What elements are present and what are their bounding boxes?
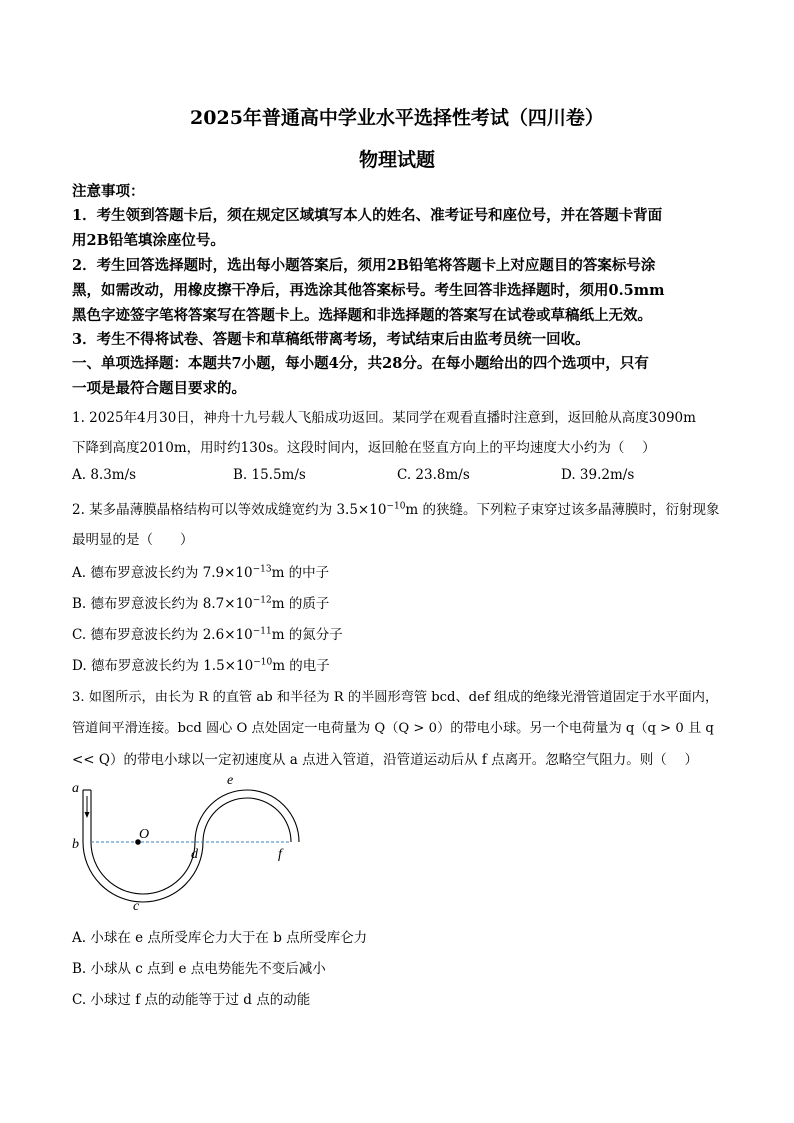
label-o: O bbox=[139, 827, 150, 842]
notes-heading: 注意事项： bbox=[72, 183, 145, 200]
section-1-heading-line-1: 一、单项选择题：本题共7小题，每小题4分，共28分。在每小题给出的四个选项中，只有 bbox=[72, 355, 649, 372]
label-a: a bbox=[72, 781, 79, 796]
option-d-tail: m 的电子 bbox=[272, 658, 330, 674]
pipe-diagram bbox=[60, 770, 320, 920]
label-c: c bbox=[133, 899, 140, 914]
question-3-option-c: C. 小球过 f 点的动能等于过 d 点的动能 bbox=[72, 992, 311, 1008]
label-f: f bbox=[278, 847, 282, 862]
option-a-label: A. 德布罗意波长约为 7.9×10 bbox=[72, 565, 253, 581]
note-3: 3．考生不得将试卷、答题卡和草稿纸带离考场，考试结束后由监考员统一回收。 bbox=[72, 331, 590, 348]
pipe-def-inner-wall bbox=[203, 798, 291, 842]
label-d: d bbox=[191, 847, 198, 862]
note-2-line-1: 2．考生回答选择题时，选出每小题答案后，须用2B铅笔将答题卡上对应题目的答案标号涂 bbox=[72, 257, 656, 274]
label-e: e bbox=[227, 773, 234, 788]
option-b-tail: m 的质子 bbox=[271, 596, 330, 612]
note-1-line-2: 用2B铅笔填涂座位号。 bbox=[72, 232, 225, 249]
question-2-option-a bbox=[72, 561, 329, 581]
question-2-exponent: −10 bbox=[386, 501, 406, 512]
question-2-option-c bbox=[72, 623, 343, 643]
option-d-exponent: −10 bbox=[253, 657, 273, 668]
question-1-option-a: A. 8.3m/s bbox=[72, 467, 137, 483]
question-2-line-2: 最明显的是（ ） bbox=[72, 532, 194, 548]
question-2-line-1 bbox=[72, 498, 720, 518]
question-1-option-c: C. 23.8m/s bbox=[397, 467, 470, 483]
option-b-label: B. 德布罗意波长约为 8.7×10 bbox=[72, 596, 253, 612]
question-3-option-a: A. 小球在 e 点所受库仑力大于在 b 点所受库仑力 bbox=[72, 930, 368, 946]
note-1-line-1: 1．考生领到答题卡后，须在规定区域填写本人的姓名、准考证号和座位号，并在答题卡背面 bbox=[72, 207, 663, 224]
question-2-option-d bbox=[72, 654, 330, 674]
page-title: 2025年普通高中学业水平选择性考试（四川卷） bbox=[190, 107, 604, 129]
question-2-option-b bbox=[72, 592, 329, 612]
question-3-line-2: 管道间平滑连接。bcd 圆心 O 点处固定一电荷量为 Q（Q > 0）的带电小球。另一个电荷量为 q（q > 0 且 q bbox=[72, 721, 714, 736]
question-1-line-2: 下降到高度2010m，用时约130s。这段时间内，返回舱在竖直方向上的平均速度大小约为（ ） bbox=[72, 440, 656, 456]
option-a-exponent: −13 bbox=[252, 564, 272, 575]
option-b-exponent: −12 bbox=[252, 595, 272, 606]
question-3-line-3: << Q）的带电小球以一定初速度从 a 点进入管道，沿管道运动后从 f 点离开。忽略空气阻力。则（ ） bbox=[72, 752, 698, 768]
option-c-tail: m 的氮分子 bbox=[271, 627, 343, 643]
page-subtitle: 物理试题 bbox=[358, 149, 435, 171]
note-2-line-2: 黑，如需改动，用橡皮擦干净后，再选涂其他答案标号。考生回答非选择题时，须用0.5mm bbox=[72, 282, 665, 299]
velocity-arrow-head bbox=[85, 812, 90, 818]
note-2-line-3: 黑色字迹签字笔将答案写在答题卡上。选择题和非选择题的答案写在试卷或草稿纸上无效。 bbox=[72, 307, 652, 324]
question-1-option-d: D. 39.2m/s bbox=[561, 467, 635, 483]
question-3-line-1: 3. 如图所示，由长为 R 的直管 ab 和半径为 R 的半圆形弯管 bcd、def 组成的绝缘光滑管道固定于水平面内， bbox=[72, 690, 719, 705]
option-c-label: C. 德布罗意波长约为 2.6×10 bbox=[72, 627, 253, 643]
question-1-line-1: 1. 2025年4月30日，神舟十九号载人飞船成功返回。某同学在观看直播时注意到，返回舱从高度3090m bbox=[72, 410, 696, 426]
label-b: b bbox=[72, 837, 79, 852]
question-2-text-start: 2. 某多晶薄膜晶格结构可以等效成缝宽约为 3.5×10 bbox=[72, 502, 387, 518]
question-1-option-b: B. 15.5m/s bbox=[233, 467, 306, 483]
pipe-bcd-inner-wall bbox=[91, 842, 195, 894]
question-3-option-b: B. 小球从 c 点到 e 点电势能先不变后减小 bbox=[72, 961, 326, 977]
section-1-heading-line-2: 一项是最符合题目要求的。 bbox=[72, 380, 246, 397]
question-2-text-end: m 的狭缝。下列粒子束穿过该多晶薄膜时，衍射现象 bbox=[405, 502, 720, 518]
option-d-label: D. 德布罗意波长约为 1.5×10 bbox=[72, 658, 254, 674]
option-c-exponent: −11 bbox=[252, 626, 272, 637]
option-a-tail: m 的中子 bbox=[271, 565, 330, 581]
